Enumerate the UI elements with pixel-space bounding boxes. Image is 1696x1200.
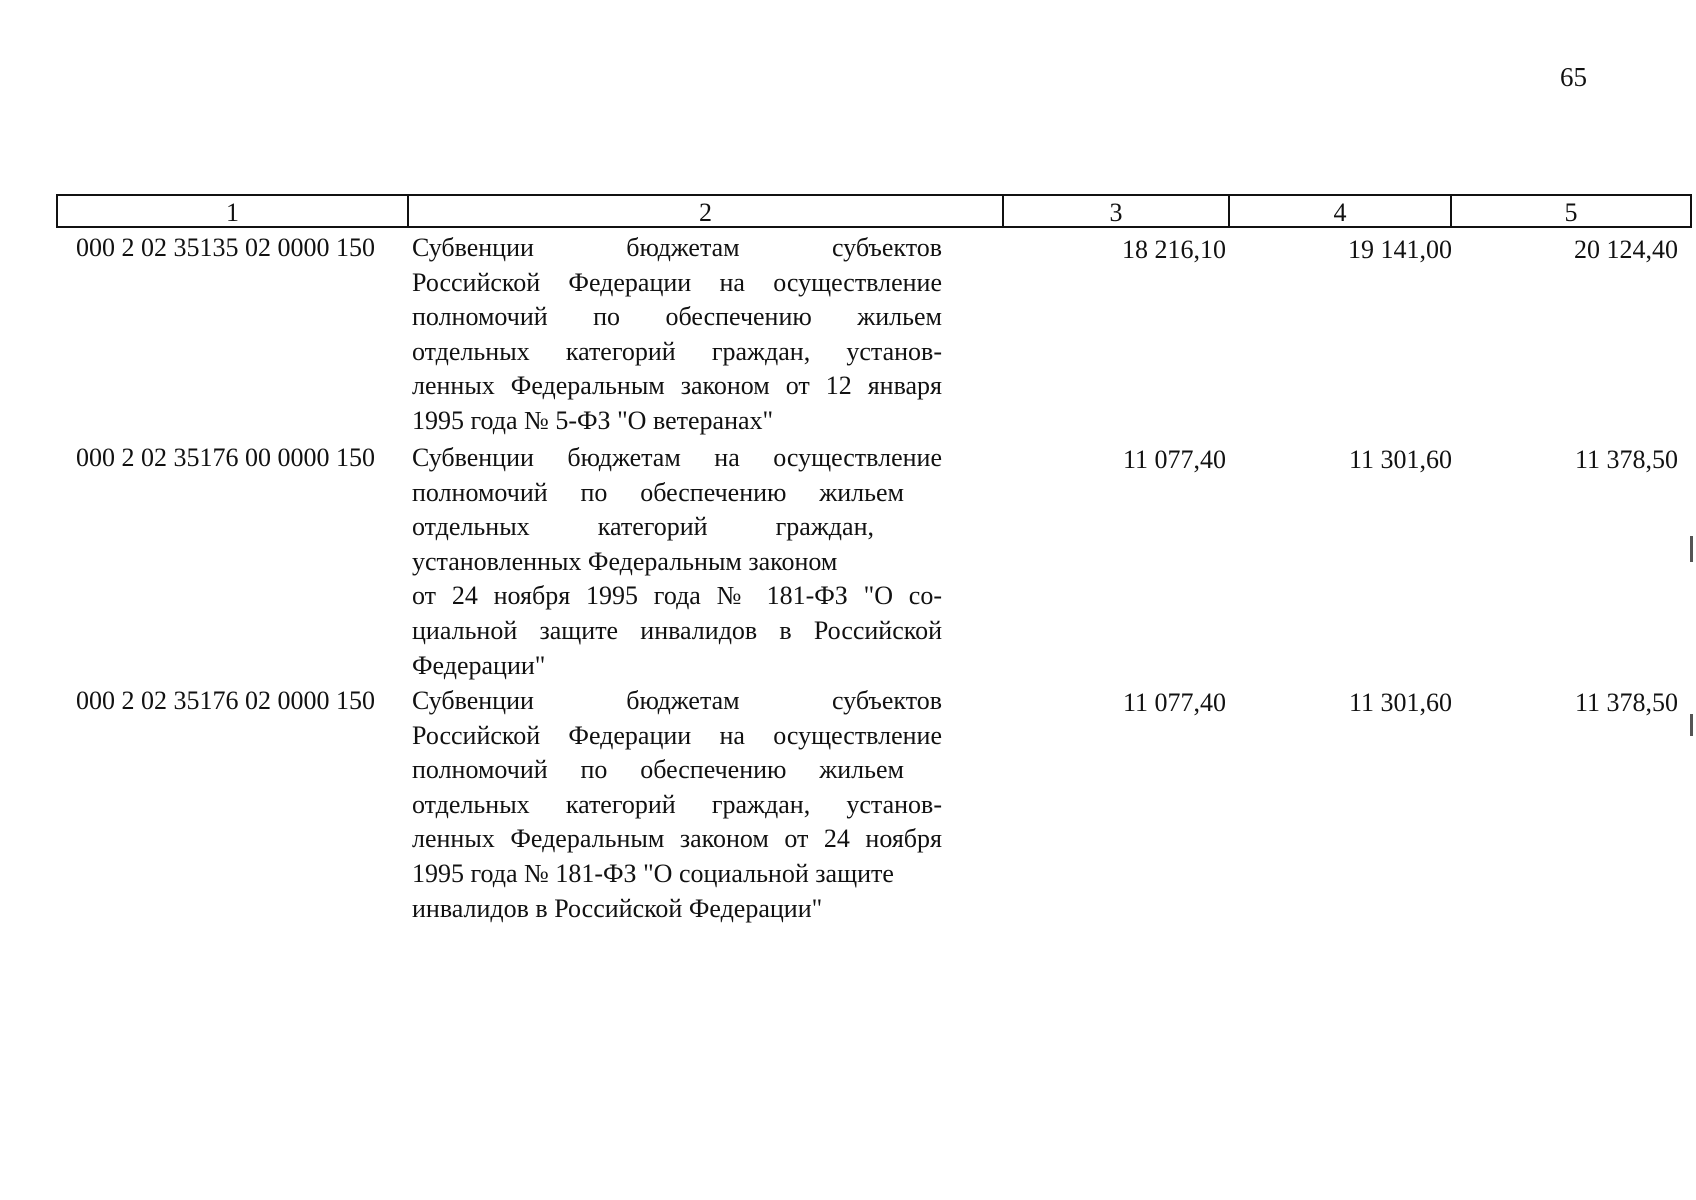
value-col-5: 11 378,50 — [1574, 445, 1678, 474]
table-body — [56, 231, 1678, 929]
value-col-4: 11 301,60 — [1348, 688, 1452, 717]
header-cell-3: 3 — [1002, 194, 1230, 228]
header-cell-5: 5 — [1450, 194, 1692, 228]
row-description — [412, 441, 942, 683]
header-cell-1: 1 — [56, 194, 409, 228]
description-line: отдельных категорий граждан, — [412, 512, 874, 542]
table-row — [56, 231, 1678, 441]
description-line: ленных Федеральным законом от 24 ноября — [412, 824, 942, 854]
description-line: Российской Федерации на осуществление — [412, 720, 942, 750]
description-line: полномочий по обеспечению жильем — [412, 302, 942, 332]
scan-edge-mark — [1690, 714, 1693, 736]
scan-edge-mark — [1690, 536, 1693, 562]
row-code: 000 2 02 35176 02 0000 150 — [76, 686, 375, 715]
description-line: Российской Федерации на осуществление — [412, 267, 942, 297]
row-code: 000 2 02 35135 02 0000 150 — [76, 233, 375, 262]
row-description — [412, 231, 942, 439]
row-description — [412, 684, 942, 926]
description-line: полномочий по обеспечению жильем — [412, 755, 904, 785]
value-col-4: 11 301,60 — [1348, 445, 1452, 474]
value-col-3: 18 216,10 — [1122, 235, 1226, 264]
description-line: установленных Федеральным законом — [412, 546, 838, 576]
value-col-5: 20 124,40 — [1574, 235, 1678, 264]
description-line: отдельных категорий граждан, установ- — [412, 336, 942, 366]
description-line: Федерации" — [412, 650, 546, 680]
description-line: инвалидов в Российской Федерации" — [412, 893, 823, 923]
description-line: 1995 года № 181-ФЗ "О социальной защите — [412, 858, 894, 888]
description-line: Субвенции бюджетам субъектов — [412, 686, 942, 715]
description-line: от 24 ноября 1995 года № 181-ФЗ "О со- — [412, 581, 942, 611]
value-col-4: 19 141,00 — [1348, 235, 1452, 264]
value-col-5: 11 378,50 — [1574, 688, 1678, 717]
table-row — [56, 441, 1678, 684]
value-col-3: 11 077,40 — [1122, 445, 1226, 474]
header-cell-4: 4 — [1228, 194, 1452, 228]
description-line: полномочий по обеспечению жильем — [412, 477, 904, 507]
description-line: 1995 года № 5-ФЗ "О ветеранах" — [412, 405, 774, 435]
row-code: 000 2 02 35176 00 0000 150 — [76, 443, 375, 472]
header-cell-2: 2 — [407, 194, 1004, 228]
description-line: циальной защите инвалидов в Российской — [412, 615, 942, 645]
page-number: 65 — [1560, 62, 1587, 92]
description-line: Субвенции бюджетам на осуществление — [412, 443, 942, 472]
description-line: отдельных категорий граждан, установ- — [412, 789, 942, 819]
description-line: Субвенции бюджетам субъектов — [412, 233, 942, 262]
value-col-3: 11 077,40 — [1122, 688, 1226, 717]
description-line: ленных Федеральным законом от 12 января — [412, 371, 942, 401]
table-row — [56, 684, 1678, 929]
